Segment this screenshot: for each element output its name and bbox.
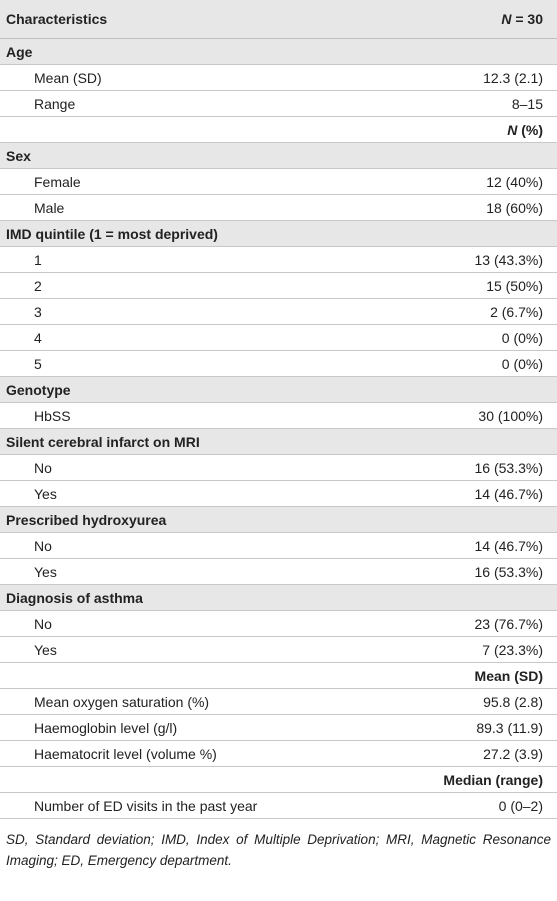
table-header-row bbox=[0, 0, 557, 39]
row-value: 0 (0–2) bbox=[498, 797, 543, 814]
row-value: 14 (46.7%) bbox=[474, 537, 543, 554]
table-row bbox=[0, 273, 557, 299]
subheader-n-percent bbox=[0, 117, 557, 143]
row-value: 12.3 (2.1) bbox=[483, 69, 543, 86]
table-row bbox=[0, 637, 557, 663]
row-label: No bbox=[34, 537, 52, 554]
section-title: Silent cerebral infarct on MRI bbox=[6, 433, 200, 450]
median-range-label: Median (range) bbox=[443, 771, 543, 788]
table-footnote: SD, Standard deviation; IMD, Index of Multiple Deprivation; MRI, Magnetic Resonance Imaging; ED, Emergency department. bbox=[6, 832, 551, 868]
section-age bbox=[0, 39, 557, 65]
section-silent-infarct bbox=[0, 429, 557, 455]
section-genotype bbox=[0, 377, 557, 403]
row-label: Number of ED visits in the past year bbox=[34, 797, 258, 814]
table-row bbox=[0, 611, 557, 637]
table-row bbox=[0, 65, 557, 91]
table-row bbox=[0, 689, 557, 715]
row-value: 0 (0%) bbox=[501, 329, 543, 346]
n-percent-label: N (%) bbox=[507, 121, 543, 138]
row-label: Mean oxygen saturation (%) bbox=[34, 693, 210, 710]
row-label: Yes bbox=[34, 641, 57, 658]
row-label: Female bbox=[34, 173, 81, 190]
row-value: 2 (6.7%) bbox=[490, 303, 543, 320]
column-header-characteristics: Characteristics bbox=[6, 11, 108, 27]
subheader-mean-sd bbox=[0, 663, 557, 689]
section-asthma bbox=[0, 585, 557, 611]
table-row bbox=[0, 195, 557, 221]
row-value: 14 (46.7%) bbox=[474, 485, 543, 502]
table-row bbox=[0, 299, 557, 325]
row-value: 27.2 (3.9) bbox=[483, 745, 543, 762]
table-row bbox=[0, 715, 557, 741]
row-value: 16 (53.3%) bbox=[474, 459, 543, 476]
row-value: 12 (40%) bbox=[486, 173, 543, 190]
section-title: Genotype bbox=[6, 381, 71, 398]
section-title: Diagnosis of asthma bbox=[6, 589, 143, 606]
section-title: Prescribed hydroxyurea bbox=[6, 511, 167, 528]
row-label: Haematocrit level (volume %) bbox=[34, 745, 217, 762]
row-label: Yes bbox=[34, 485, 57, 502]
table-row bbox=[0, 559, 557, 585]
row-label: Haemoglobin level (g/l) bbox=[34, 719, 178, 736]
section-sex bbox=[0, 143, 557, 169]
subheader-median-range bbox=[0, 767, 557, 793]
row-value: 16 (53.3%) bbox=[474, 563, 543, 580]
table-row bbox=[0, 741, 557, 767]
row-label: No bbox=[34, 459, 52, 476]
row-value: 7 (23.3%) bbox=[482, 641, 543, 658]
row-label: 5 bbox=[34, 355, 42, 372]
row-value: 30 (100%) bbox=[478, 407, 543, 424]
table-row bbox=[0, 91, 557, 117]
table-row bbox=[0, 325, 557, 351]
table-row bbox=[0, 351, 557, 377]
section-hydroxyurea bbox=[0, 507, 557, 533]
row-label: 1 bbox=[34, 251, 42, 268]
row-value: 18 (60%) bbox=[486, 199, 543, 216]
table-row bbox=[0, 793, 557, 819]
table-row bbox=[0, 247, 557, 273]
section-imd-quintile bbox=[0, 221, 557, 247]
row-value: 23 (76.7%) bbox=[474, 615, 543, 632]
table-row bbox=[0, 533, 557, 559]
row-label: Male bbox=[34, 199, 65, 216]
row-value: 95.8 (2.8) bbox=[483, 693, 543, 710]
column-header-n bbox=[373, 11, 557, 27]
row-value: 0 (0%) bbox=[501, 355, 543, 372]
row-label: 4 bbox=[34, 329, 42, 346]
table-row bbox=[0, 481, 557, 507]
row-label: No bbox=[34, 615, 52, 632]
row-label: 3 bbox=[34, 303, 42, 320]
section-title: IMD quintile (1 = most deprived) bbox=[6, 225, 218, 242]
mean-sd-label: Mean (SD) bbox=[474, 667, 543, 684]
table-row bbox=[0, 403, 557, 429]
section-title: Age bbox=[6, 43, 33, 60]
section-title: Sex bbox=[6, 147, 31, 164]
row-value: 89.3 (11.9) bbox=[476, 719, 543, 736]
n-equals: = 30 bbox=[511, 11, 543, 27]
row-label: Yes bbox=[34, 563, 57, 580]
row-label: 2 bbox=[34, 277, 42, 294]
row-label: Mean (SD) bbox=[34, 69, 102, 86]
row-label: Range bbox=[34, 95, 76, 112]
table-row bbox=[0, 455, 557, 481]
n-variable: N bbox=[501, 11, 512, 27]
table-row bbox=[0, 169, 557, 195]
row-label: HbSS bbox=[34, 407, 71, 424]
row-value: 8–15 bbox=[511, 95, 543, 112]
row-value: 15 (50%) bbox=[486, 277, 543, 294]
row-value: 13 (43.3%) bbox=[474, 251, 543, 268]
